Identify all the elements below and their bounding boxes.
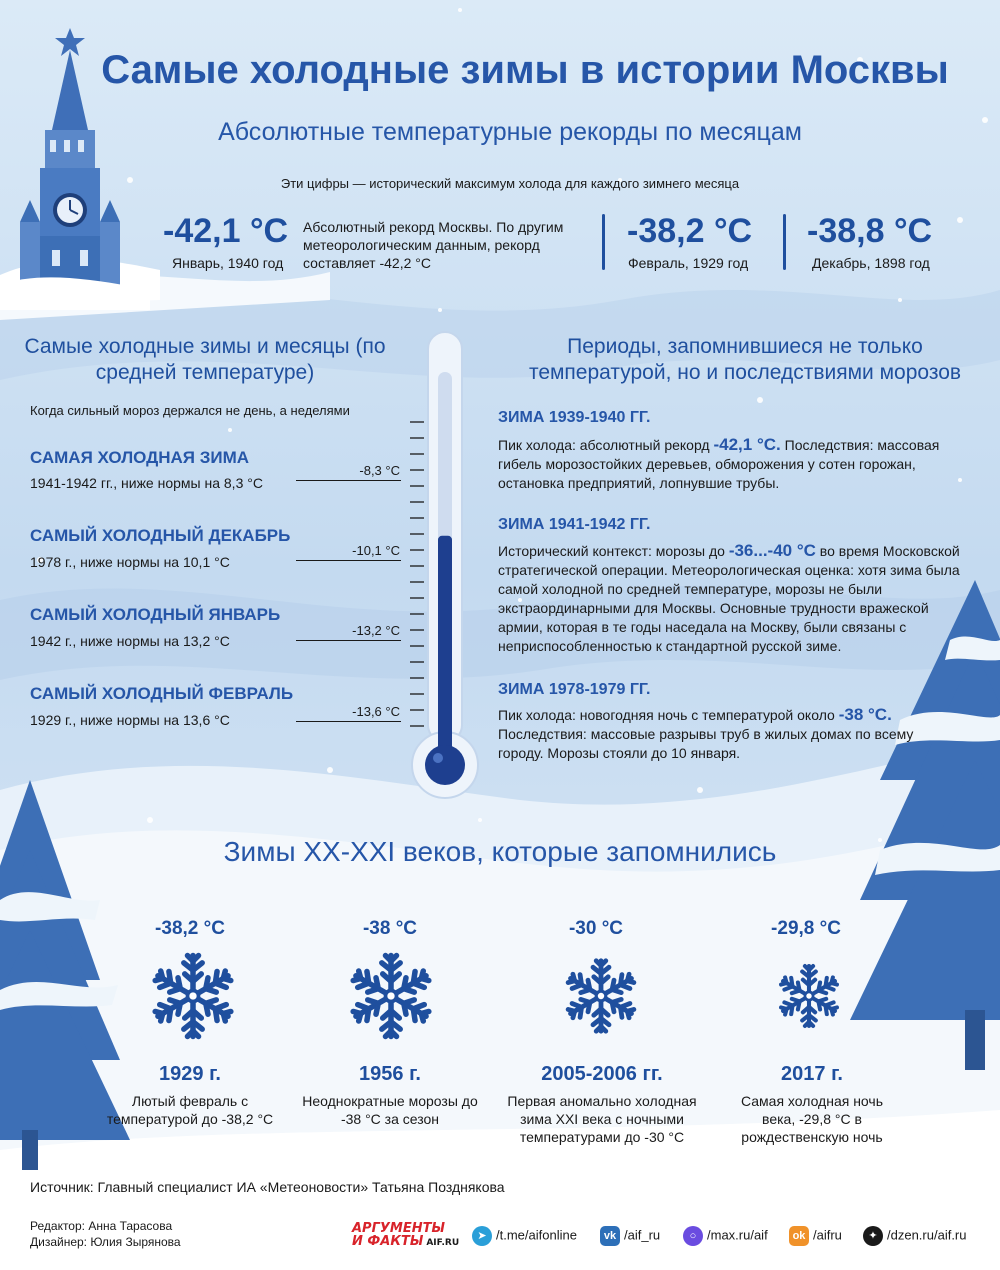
coldest-note: Когда сильный мороз держался не день, а неделями — [30, 403, 350, 418]
snowflake-icon — [561, 956, 641, 1036]
winter-card — [90, 1063, 290, 1128]
records-note: Эти цифры — исторический максимум холода для каждого зимнего месяца — [280, 176, 740, 191]
coldest-item-desc: 1942 г., ниже нормы на 13,2 °C — [30, 633, 230, 649]
winter-card — [290, 918, 490, 940]
record-january-date: Январь, 1940 год — [172, 255, 284, 271]
winter-year: 1929 г. — [159, 1063, 221, 1085]
social-ok[interactable]: ok /aifru — [789, 1226, 842, 1246]
coldest-item-title: САМАЯ ХОЛОДНАЯ ЗИМА — [30, 448, 250, 467]
coldest-item-desc: 1978 г., ниже нормы на 10,1 °C — [30, 554, 230, 570]
winter-card — [496, 918, 696, 940]
thermometer-label: -8,3 °C — [359, 463, 400, 478]
record-december-value: -38,8 °C — [807, 212, 933, 250]
thermometer-icon — [400, 330, 500, 800]
thermometer-pointer — [296, 640, 401, 641]
snowflake-icon — [775, 962, 843, 1030]
winter-temp: -29,8 °C — [771, 918, 841, 939]
winter-card — [90, 918, 290, 940]
snowflake-icon — [345, 950, 437, 1042]
record-december-date: Декабрь, 1898 год — [812, 255, 930, 271]
coldest-item-title: САМЫЙ ХОЛОДНЫЙ ЯНВАРЬ — [30, 605, 281, 624]
aif-logo[interactable]: АРГУМЕНТЫ И ФАКТЫ AIF.RU — [352, 1221, 460, 1249]
period-highlight: -36...-40 °С — [728, 541, 816, 560]
winters-heading: Зимы XX-XXI веков, которые запомнились — [223, 836, 777, 867]
winter-desc: Лютый февраль с температурой до -38,2 °C — [106, 1093, 274, 1127]
thermometer-pointer — [296, 480, 401, 481]
thermometer-pointer — [296, 721, 401, 722]
social-telegram[interactable]: ➤ /t.me/aifonline — [472, 1226, 577, 1246]
vk-icon: vk — [600, 1226, 620, 1246]
social-max[interactable]: ○ /max.ru/aif — [683, 1226, 768, 1246]
period-text: Пик холода: абсолютный рекорд -42,1 °С. Последствия: массовая гибель морозостойких деревьев, обморожения у сотен горожан, остановка предприятий, лопнувшие трубы. — [498, 435, 940, 491]
snowflake-icon — [147, 950, 239, 1042]
winter-year: 2005-2006 гг. — [541, 1063, 663, 1085]
social-dzen[interactable]: ✦ /dzen.ru/aif.ru — [863, 1226, 967, 1246]
thermometer-label: -10,1 °C — [352, 543, 400, 558]
period-title: ЗИМА 1939-1940 ГГ. — [498, 409, 651, 426]
winter-year: 1956 г. — [359, 1063, 421, 1085]
page-title: Самые холодные зимы в истории Москвы — [101, 48, 949, 92]
winter-card — [706, 918, 906, 940]
winter-temp: -38,2 °C — [155, 918, 225, 939]
coldest-heading: Самые холодные зимы и месяцы (по средней температуре) — [24, 335, 386, 384]
thermometer-label: -13,2 °C — [352, 623, 400, 638]
record-january-value: -42,1 °C — [163, 212, 289, 250]
period-text: Исторический контекст: морозы до -36...-40 °С во время Московской стратегической операции. Метеорологическая оценка: хотя зима была самой холодной по средней температуре, морозы не были экстраординарными для Москвы. Основные трудности вражеской армии, которая в те годы наседала на Москву, были связаны с неприспособленностью к стандартной русской зиме. — [498, 541, 960, 654]
winter-desc: Самая холодная ночь века, -29,8 °C в рождественскую ночь — [740, 1093, 884, 1145]
record-divider — [783, 214, 786, 270]
coldest-item-title: САМЫЙ ХОЛОДНЫЙ ФЕВРАЛЬ — [30, 684, 294, 703]
winter-card — [290, 1063, 490, 1128]
thermometer-label: -13,6 °C — [352, 704, 400, 719]
periods-heading: Периоды, запомнившиеся не только температурой, но и последствиями морозов — [528, 335, 962, 384]
period-text: Пик холода: новогодняя ночь с температурой около -38 °С. Последствия: массовые разрывы труб в жилых домах по всему городу. Морозы стояли до 10 января. — [498, 705, 914, 761]
winter-desc: Первая аномально холодная зима XXI века с ночными температурами до -30 °C — [507, 1093, 697, 1145]
source-credit: Источник: Главный специалист ИА «Метеоновости» Татьяна Позднякова — [30, 1179, 505, 1195]
record-february-value: -38,2 °C — [627, 212, 753, 250]
ok-icon: ok — [789, 1226, 809, 1246]
dzen-icon: ✦ — [863, 1226, 883, 1246]
coldest-item-title: САМЫЙ ХОЛОДНЫЙ ДЕКАБРЬ — [30, 526, 291, 545]
coldest-item-desc: 1929 г., ниже нормы на 13,6 °C — [30, 712, 230, 728]
page-subtitle: Абсолютные температурные рекорды по месяцам — [218, 118, 802, 146]
thermometer-pointer — [296, 560, 401, 561]
winter-desc: Неоднократные морозы до -38 °C за сезон — [302, 1093, 478, 1127]
winter-year: 2017 г. — [781, 1063, 843, 1085]
social-vk[interactable]: vk /aif_ru — [600, 1226, 660, 1246]
max-icon: ○ — [683, 1226, 703, 1246]
winter-temp: -30 °C — [568, 918, 624, 939]
telegram-icon: ➤ — [472, 1226, 492, 1246]
designer-credit: Дизайнер: Юлия Зырянова — [30, 1235, 181, 1249]
record-divider — [602, 214, 605, 270]
coldest-item-desc: 1941-1942 гг., ниже нормы на 8,3 °C — [30, 475, 263, 491]
record-february-date: Февраль, 1929 год — [628, 255, 749, 271]
period-highlight: -42,1 °С. — [713, 435, 781, 454]
winter-card — [496, 1063, 708, 1146]
winter-card — [712, 1063, 912, 1146]
record-description: Абсолютный рекорд Москвы. По другим метеорологическим данным, рекорд составляет -42,2 °С — [303, 219, 564, 271]
winter-temp: -38 °C — [362, 918, 418, 939]
editor-credit: Редактор: Анна Тарасова — [30, 1219, 173, 1233]
period-title: ЗИМА 1978-1979 ГГ. — [498, 681, 651, 698]
period-highlight: -38 °С. — [838, 705, 892, 724]
period-title: ЗИМА 1941-1942 ГГ. — [498, 516, 651, 533]
